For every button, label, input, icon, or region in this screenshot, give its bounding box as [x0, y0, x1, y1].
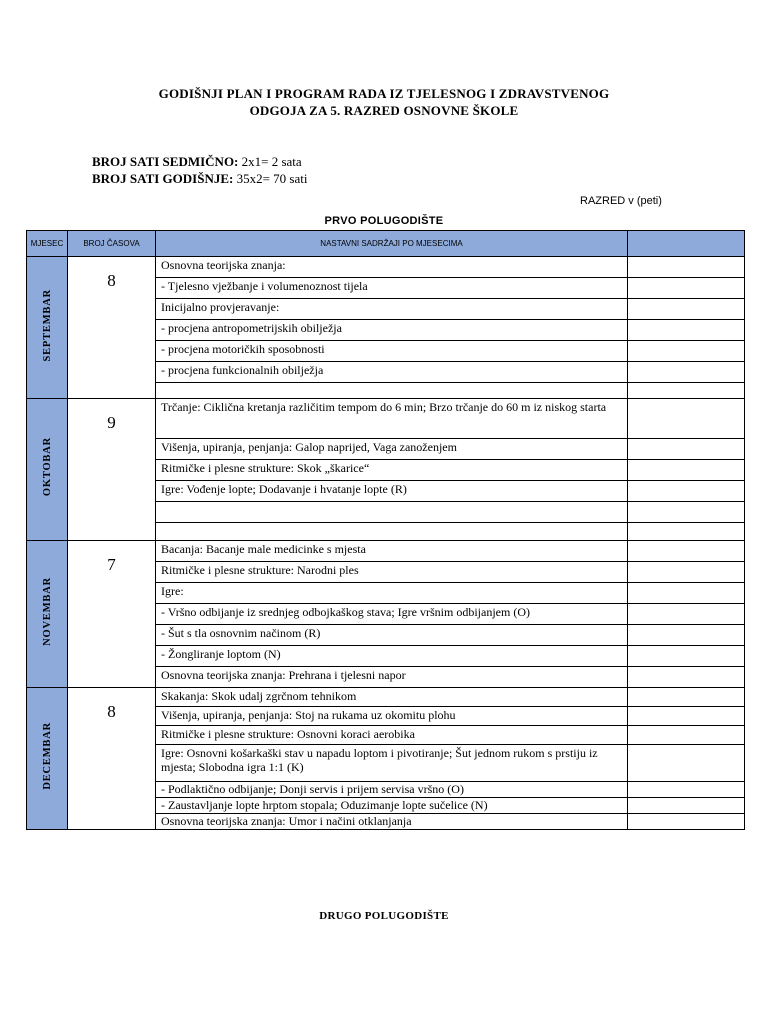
content-cell: Osnovna teorijska znanja: Prehrana i tjelesni napor	[156, 667, 628, 688]
empty-cell	[628, 814, 745, 830]
header-content: NASTAVNI SADRŽAJI PO MJESECIMA	[156, 231, 628, 257]
empty-cell	[628, 562, 745, 583]
content-cell	[156, 502, 628, 523]
content-cell: Bacanja: Bacanje male medicinke s mjesta	[156, 541, 628, 562]
hours-count-cell: 8	[68, 257, 156, 399]
empty-cell	[628, 798, 745, 814]
weekly-hours-label: BROJ SATI SEDMIČNO:	[92, 154, 239, 169]
content-cell: Ritmičke i plesne strukture: Narodni ples	[156, 562, 628, 583]
header-hours: BROJ ČASOVA	[68, 231, 156, 257]
content-cell: Ritmičke i plesne strukture: Skok „škarice“	[156, 460, 628, 481]
month-cell	[27, 257, 68, 399]
content-cell: - Vršno odbijanje iz srednjeg odbojkaškog stava; Igre vršnim odbijanjem (O)	[156, 604, 628, 625]
content-cell: - Zaustavljanje lopte hrptom stopala; Oduzimanje lopte sučelice (N)	[156, 798, 628, 814]
weekly-hours-value: 2x1= 2 sata	[241, 154, 302, 169]
content-cell: Ritmičke i plesne strukture: Osnovni koraci aerobika	[156, 726, 628, 745]
empty-cell	[628, 745, 745, 782]
second-semester-heading: DRUGO POLUGODIŠTE	[319, 910, 449, 922]
month-cell	[27, 688, 68, 830]
content-cell: Igre: Vođenje lopte; Dodavanje i hvatanje lopte (R)	[156, 481, 628, 502]
content-cell: Igre: Osnovni košarkaški stav u napadu loptom i pivotiranje; Šut jednom rukom s prstiju iz mjesta; Slobodna igra 1:1 (K)	[156, 745, 628, 782]
empty-cell	[628, 439, 745, 460]
content-cell: Igre:	[156, 583, 628, 604]
empty-cell	[628, 460, 745, 481]
empty-cell	[628, 278, 745, 299]
empty-cell	[628, 523, 745, 541]
table-row	[27, 688, 745, 707]
weekly-hours	[92, 154, 302, 170]
content-cell: - procjena antropometrijskih obilježja	[156, 320, 628, 341]
hours-count-cell: 7	[68, 541, 156, 688]
yearly-hours	[92, 171, 307, 187]
header-extra	[628, 231, 745, 257]
content-cell: Inicijalno provjeravanje:	[156, 299, 628, 320]
table-row	[27, 541, 745, 562]
content-cell: - Tjelesno vježbanje i volumenoznost tijela	[156, 278, 628, 299]
empty-cell	[628, 782, 745, 798]
empty-cell	[628, 667, 745, 688]
month-name: NOVEMBAR	[41, 577, 53, 646]
hours-count-cell: 9	[68, 399, 156, 541]
empty-cell	[628, 320, 745, 341]
empty-cell	[628, 299, 745, 320]
content-cell	[156, 523, 628, 541]
content-cell: - procjena motoričkih sposobnosti	[156, 341, 628, 362]
empty-cell	[628, 481, 745, 502]
empty-cell	[628, 583, 745, 604]
empty-cell	[628, 383, 745, 399]
content-cell: Višenja, upiranja, penjanja: Galop naprijed, Vaga zanoženjem	[156, 439, 628, 460]
month-name: SEPTEMBAR	[41, 288, 53, 362]
empty-cell	[628, 646, 745, 667]
document-title-line-1: GODIŠNJI PLAN I PROGRAM RADA IZ TJELESNOG I ZDRAVSTVENOG	[158, 86, 610, 101]
content-cell: Višenja, upiranja, penjanja: Stoj na rukama uz okomitu plohu	[156, 707, 628, 726]
empty-cell	[628, 399, 745, 439]
table-row	[27, 257, 745, 278]
empty-cell	[628, 341, 745, 362]
table-body	[27, 257, 745, 830]
empty-cell	[628, 362, 745, 383]
hours-count-cell: 8	[68, 688, 156, 830]
document-title-line-2: ODGOJA ZA 5. RAZRED OSNOVNE ŠKOLE	[249, 103, 519, 118]
empty-cell	[628, 726, 745, 745]
table-header-row	[27, 231, 745, 257]
content-cell: Osnovna teorijska znanja:	[156, 257, 628, 278]
yearly-hours-label: BROJ SATI GODIŠNJE:	[92, 171, 234, 186]
class-label: RAZRED v (peti)	[580, 195, 662, 207]
empty-cell	[628, 707, 745, 726]
content-cell: - procjena funkcionalnih obilježja	[156, 362, 628, 383]
empty-cell	[628, 257, 745, 278]
content-cell	[156, 383, 628, 399]
content-cell: - Podlaktično odbijanje; Donji servis i prijem servisa vršno (O)	[156, 782, 628, 798]
month-cell	[27, 541, 68, 688]
table-row	[27, 399, 745, 439]
empty-cell	[628, 625, 745, 646]
content-cell: - Žongliranje loptom (N)	[156, 646, 628, 667]
month-name: OKTOBAR	[41, 437, 53, 497]
curriculum-table	[26, 230, 745, 830]
content-cell: - Šut s tla osnovnim načinom (R)	[156, 625, 628, 646]
empty-cell	[628, 688, 745, 707]
yearly-hours-value: 35x2= 70 sati	[236, 171, 308, 186]
content-cell: Trčanje: Ciklična kretanja različitim tempom do 6 min; Brzo trčanje do 60 m iz niskog starta	[156, 399, 628, 439]
first-semester-heading: PRVO POLUGODIŠTE	[324, 215, 444, 227]
header-month: MJESEC	[27, 231, 68, 257]
month-name: DECEMBAR	[41, 722, 53, 790]
content-cell: Skakanja: Skok udalj zgrčnom tehnikom	[156, 688, 628, 707]
month-cell	[27, 399, 68, 541]
empty-cell	[628, 502, 745, 523]
empty-cell	[628, 604, 745, 625]
content-cell: Osnovna teorijska znanja: Umor i načini otklanjanja	[156, 814, 628, 830]
empty-cell	[628, 541, 745, 562]
